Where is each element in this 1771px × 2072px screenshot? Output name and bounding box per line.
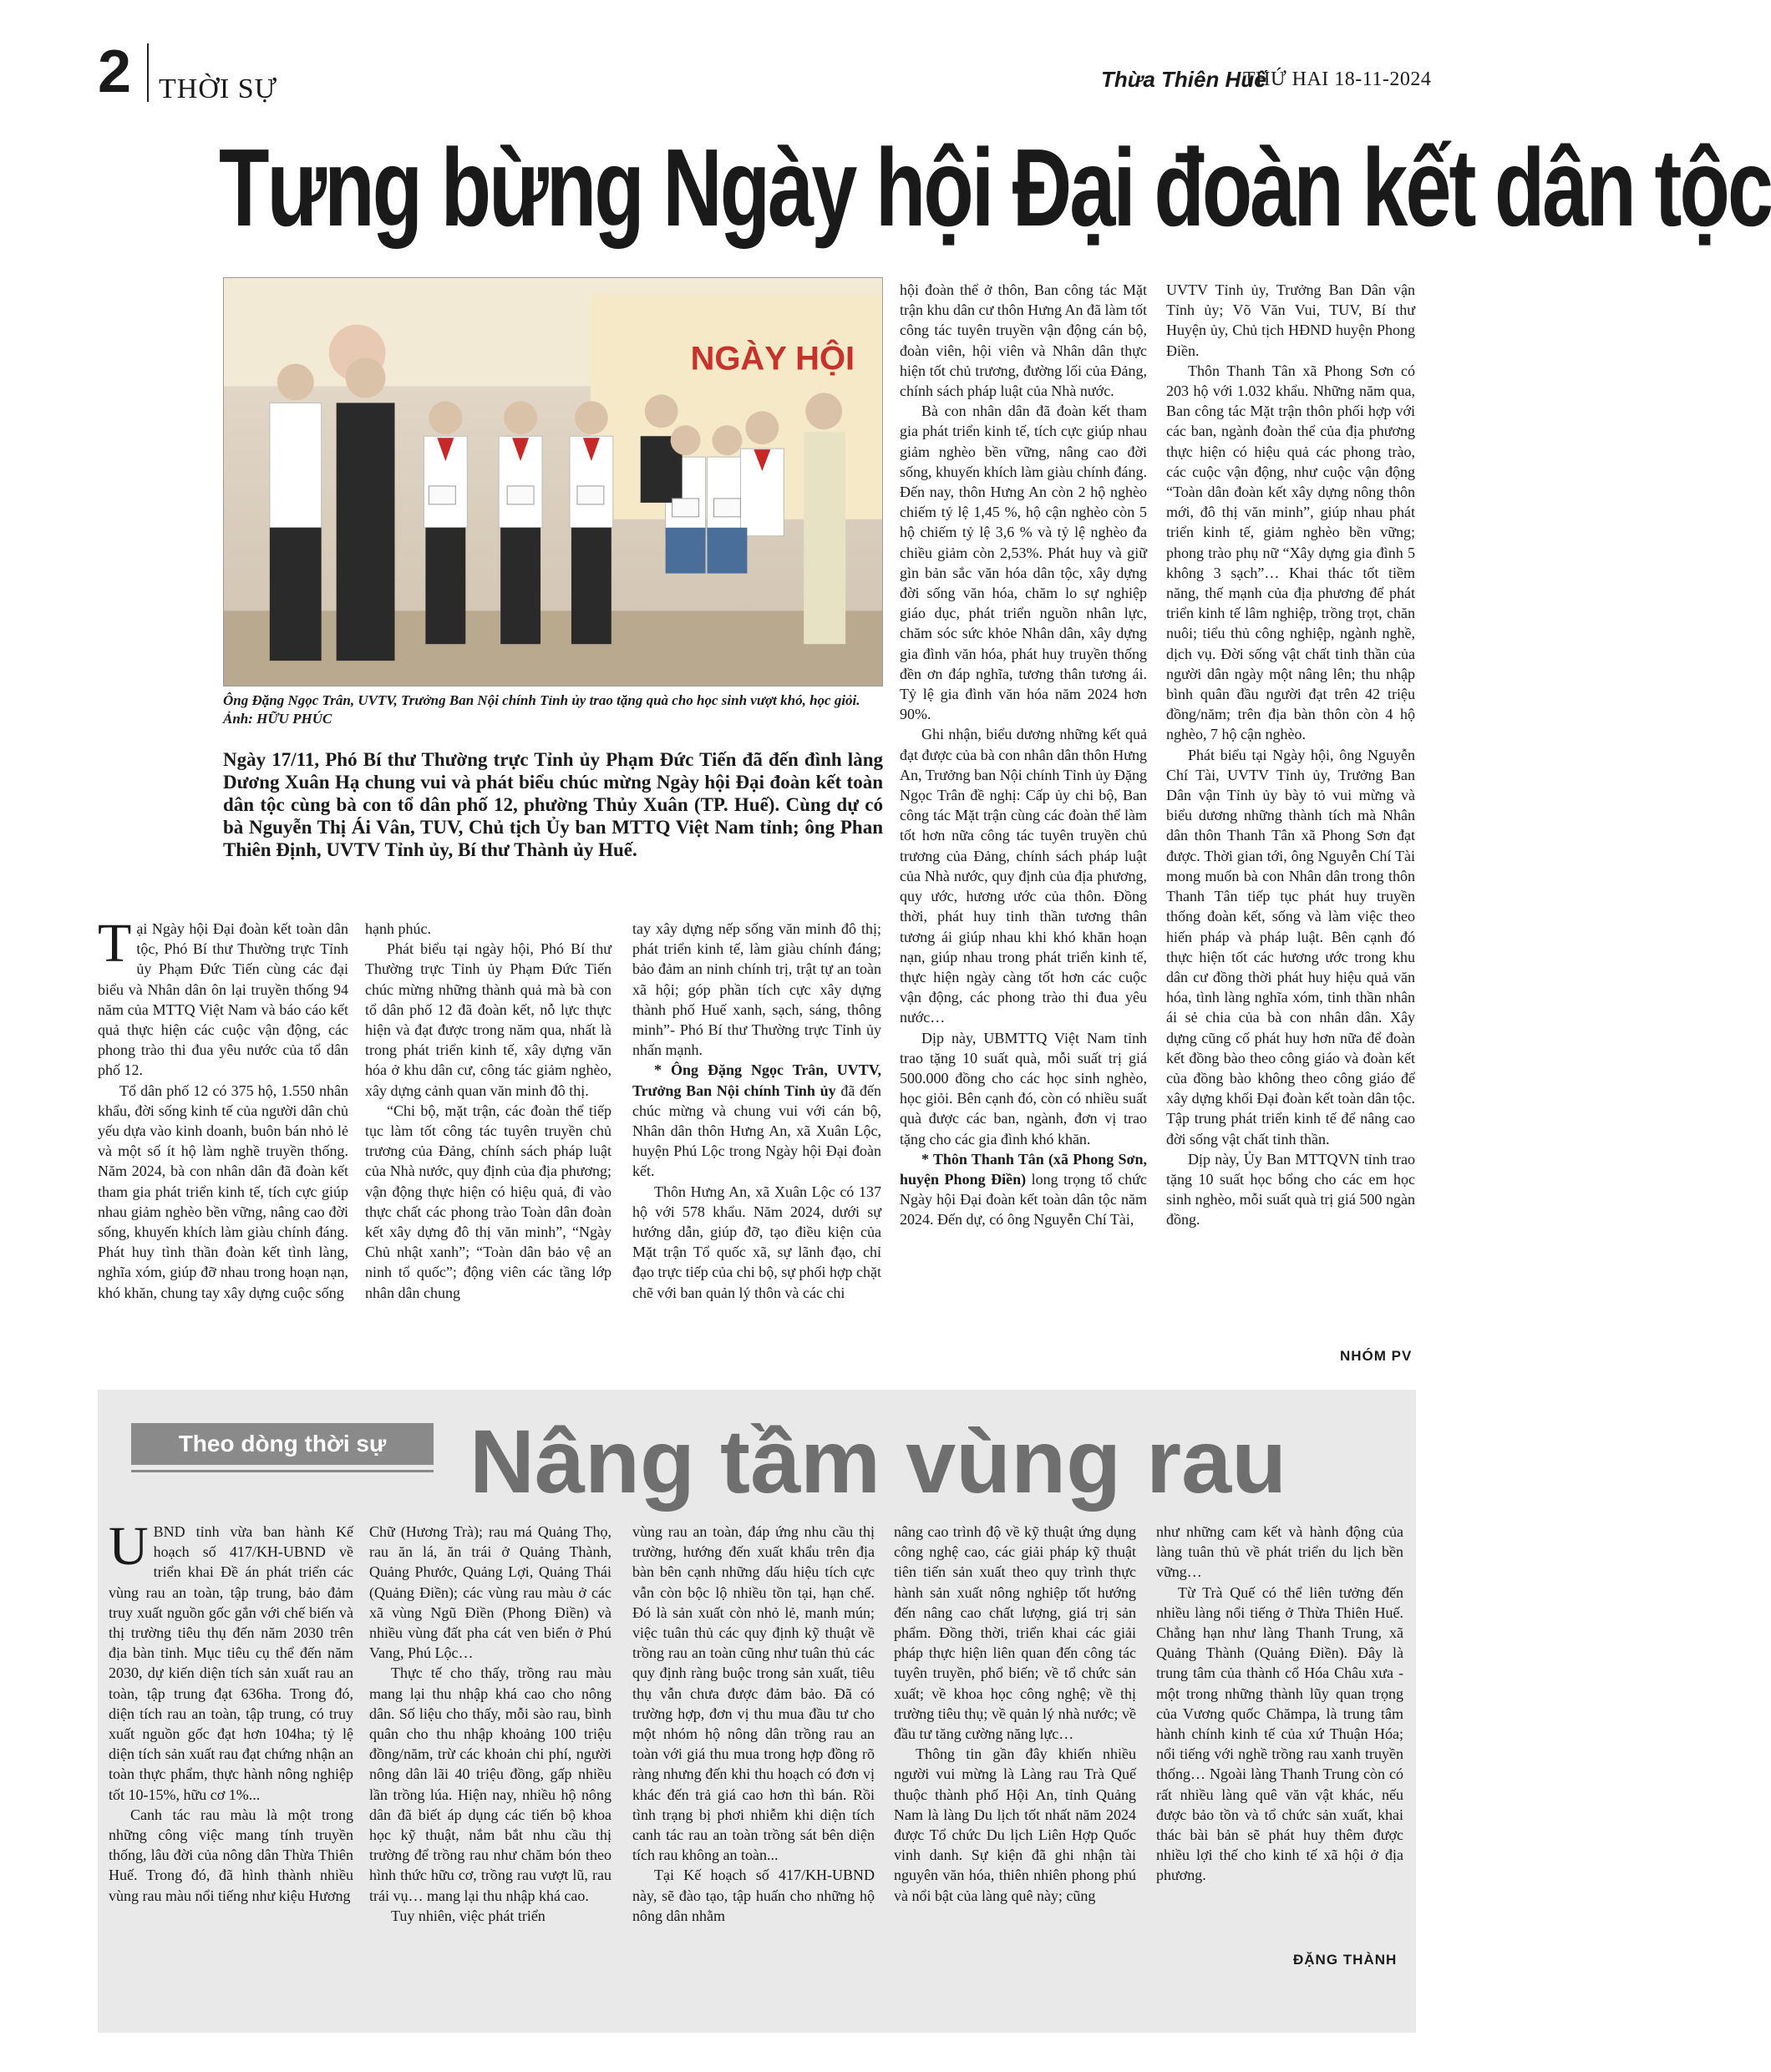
section-label: THỜI SỰ <box>159 73 277 104</box>
article1-column-4 <box>900 280 1147 1230</box>
paragraph: Thông tin gần đây khiến nhiều người vui mừng là Làng rau Trà Quế thuộc thành phố Hội An, tỉnh Quảng Nam là làng Du lịch tốt nhất năm 2024 được Tổ chức Du lịch Liên Hợp Quốc vinh danh. Sự kiện đã ghi nhận tài nguyên văn hóa, thiên nhiên phong phú và nổi bật của làng quê này; cũng <box>894 1745 1136 1904</box>
paragraph: tay xây dựng nếp sống văn minh đô thị; phát triển kinh tế, làm giàu chính đáng; bảo đảm an ninh chính trị, trật tự an toàn xã hội; góp phần tích cực xây dựng thành phố Huế xanh, sạch, sáng, thông minh”- Phó Bí thư Thường trực Tỉnh ủy nhấn mạnh. <box>632 920 881 1059</box>
paragraph: Phát biểu tại Ngày hội, ông Nguyễn Chí Tài, UVTV Tỉnh ủy, Trưởng Ban Dân vận Tỉnh ủy bày tỏ vui mừng và biểu dương những thành tích mà Nhân dân thôn Thanh Tân xã Phong Sơn đạt được. Thời gian tới, ông Nguyễn Chí Tài mong muốn bà con Nhân dân trong thôn Thanh Tân tiếp tục phát huy truyền thống đoàn kết, sống và làm việc theo hiến pháp và pháp luật. Bên cạnh đó thực hiện tốt các hương ước trong khu dân cư đồng thời phát huy hiệu quả văn hóa, tình làng nghĩa xóm, tinh thần nhân ái sẻ chia của bà con nhân dân. Xây dựng cũng cố phát huy hơn nữa để đoàn kết đồng bào theo công giáo và đoàn kết của đồng bào không theo công giáo để xây dựng khối Đại đoàn kết toàn dân tộc. Tập trung phát triển kinh tế để nâng cao đời sống vật chất tinh thần. <box>1166 746 1415 1147</box>
article1-column-3 <box>632 919 881 1303</box>
article-photo <box>223 277 883 686</box>
paragraph: UVTV Tỉnh ủy, Trưởng Ban Dân vận Tỉnh ủy; Võ Văn Vui, TUV, Bí thư Huyện ủy, Chủ tịch HĐND huyện Phong Điền. <box>1166 281 1415 359</box>
bold-lead-in: * Thôn Thanh Tân (xã Phong Sơn, huyện Phong Điền) <box>900 1150 1147 1188</box>
paragraph: Phát biểu tại ngày hội, Phó Bí thư Thường trực Tỉnh ủy Phạm Đức Tiến chúc mừng những thành quả mà bà con tổ dân phố 12 đã đoàn kết, nỗ lực thực hiện và đạt được trong năm qua, nhất là trong phát triển kinh tế, xây dựng văn hóa ở khu dân cư, công tác giảm nghèo, xây dựng cảnh quan văn minh đô thị. <box>365 940 611 1099</box>
paragraph: đã đến chúc mừng và chung vui với cán bộ, Nhân dân thôn Hưng An, xã Xuân Lộc, huyện Phú Lộc trong Ngày hội Đại đoàn kết. <box>632 1082 881 1180</box>
paragraph: Tại Kế hoạch số 417/KH-UBND này, sẽ đào tạo, tập huấn cho những hộ nông dân nhằm <box>632 1867 875 1924</box>
newspaper-name: Thừa Thiên Huế <box>1101 67 1266 92</box>
column-tag: Theo dòng thời sự <box>131 1423 434 1465</box>
paragraph: Ghi nhận, biểu dương những kết quả đạt được của bà con nhân dân thôn Hưng An, Trưởng ban Nội chính Tỉnh ủy Đặng Ngọc Trân đề nghị: Cấp ủy chi bộ, Ban công tác Mặt trận cùng các đoàn thể làm tốt hơn nữa công tác tuyên truyền chủ trương của Đảng, chính sách pháp luật của Nhà nước, quy định của địa phương, quy ước, hương ước của thôn. Đồng thời, phát huy tinh thần tương thân tương ái giúp nhau khi khó khăn hoạn nạn, giúp nhau trong phát triển kinh tế, thực hiện ngày càng tốt hơn các cuộc vận động, các phong trào thi đua yêu nước… <box>900 726 1147 1026</box>
paragraph: ại Ngày hội Đại đoàn kết toàn dân tộc, Phó Bí thư Thường trực Tỉnh ủy Phạm Đức Tiến cùng các đại biểu và Nhân dân ôn lại truyền thống 94 năm của MTTQ Việt Nam và báo cáo kết quả thực hiện các cuộc vận động, các phong trào thi đua yêu nước của tổ dân phố 12. <box>98 920 348 1079</box>
page-number: 2 <box>98 38 132 105</box>
paragraph: “Chi bộ, mặt trận, các đoàn thể tiếp tục làm tốt công tác tuyên truyền chủ trương của Đảng, chính sách pháp luật của Nhà nước, quy định của địa phương; vận động thực hiện có hiệu quả, đi vào thực chất các phong trào Toàn dân đoàn kết xây dựng đô thị văn minh”, “Ngày Chủ nhật xanh”; “Toàn dân bảo vệ an ninh tổ quốc”; động viên các tầng lớp nhân dân chung <box>365 1102 611 1301</box>
paragraph: Thôn Hưng An, xã Xuân Lộc có 137 hộ với 578 khẩu. Năm 2024, dưới sự hướng dẫn, giúp đỡ, tạo điều kiện của Mặt trận Tổ quốc xã, sự lãnh đạo, chỉ đạo trực tiếp của chi bộ, sự phối hợp chặt chẽ với ban quản lý thôn và các chi <box>632 1183 881 1301</box>
paragraph: Canh tác rau màu là một trong những công việc mang tính truyền thống, lâu đời của nông dân Thừa Thiên Huế. Trong đó, đã hình thành nhiều vùng rau màu nổi tiếng như kiệu Hương <box>109 1806 353 1904</box>
article2-column-1 <box>109 1516 353 1906</box>
photo-sign-text: NGÀY HỘI <box>690 340 855 377</box>
paragraph: Từ Trà Quế có thể liên tưởng đến nhiều làng nổi tiếng ở Thừa Thiên Huế. Chẳng hạn như làng Thanh Trung, xã Quảng Thành (Quảng Điền). Đây là trung tâm của thành cổ Hóa Châu xưa - một trong những thành lũy quan trọng của Vương quốc Chămpa, là trung tâm hành chính kinh tế của xứ Thuận Hóa; nổi tiếng với nghề trồng rau xanh truyền thống… Ngoài làng Thanh Trung còn có rất nhiều làng quê văn vật khác, nếu được bảo tồn và tổ chức sản xuất, khai thác bài bản sẽ phát huy thêm được nhiều lợi thế cho kinh tế xã hội ở địa phương. <box>1156 1583 1403 1884</box>
article2-column-2 <box>369 1522 611 1926</box>
paragraph: Chữ (Hương Trà); rau má Quảng Thọ, rau ăn lá, ăn trái ở Quảng Thành, Quảng Phước, Quảng Lợi, Quảng Thái (Quảng Điền); các vùng rau màu ở các xã vùng Ngũ Điền (Phong Điền) và nhiều vùng đất pha cát ven biển ở Phú Vang, Phú Lộc… <box>369 1523 611 1662</box>
drop-cap: U <box>109 1516 149 1577</box>
tag-underline <box>131 1470 434 1472</box>
article2-column-3 <box>632 1522 875 1926</box>
paragraph: vùng rau an toàn, đáp ứng nhu cầu thị trường, hướng đến xuất khẩu trên địa bàn bên cạnh những dấu hiệu tích cực vẫn còn bộc lộ nhiều tồn tại, hạn chế. Đó là sản xuất còn nhỏ lẻ, manh mún; việc tuân thủ các quy định kỹ thuật về trồng rau an toàn cũng như tuân thủ các quy định ràng buộc trong sản xuất, tiêu thụ vẫn chưa được đảm bảo. Đã có trường hợp, đơn vị thu mua đầu tư cho một nhóm hộ nông dân trồng rau an toàn với giá thu mua trong hợp đồng rõ ràng nhưng đến khi thu hoạch có đơn vị khác đến trả giá cao hơn thì bán. Rồi tình trạng bị phơi nhiễm khi diện tích canh tác rau an toàn trồng sát bên diện tích rau không an toàn... <box>632 1523 875 1864</box>
paragraph: như những cam kết và hành động của làng tuân thủ về phát triển du lịch bền vững… <box>1156 1523 1403 1581</box>
article1-signature: NHÓM PV <box>1340 1348 1413 1364</box>
article1-column-2 <box>365 919 611 1303</box>
drop-cap: T <box>98 913 132 974</box>
paragraph: hội đoàn thể ở thôn, Ban công tác Mặt trận khu dân cư thôn Hưng An đã làm tốt công tác tuyên truyền vận động cán bộ, đoàn viên, hội viên và Nhân dân thực hiện tốt chủ trương, đường lối của Đảng, chính sách pháp luật của Nhà nước. <box>900 281 1147 400</box>
article1-column-5 <box>1166 280 1415 1230</box>
photo-caption: Ông Đặng Ngọc Trân, UVTV, Trưởng Ban Nội chính Tỉnh ủy trao tặng quà cho học sinh vượt khó, học giỏi. Ảnh: HỮU PHÚC <box>223 692 860 727</box>
issue-date: THỨ HAI 18-11-2024 <box>1243 68 1432 90</box>
paragraph: Tuy nhiên, việc phát triển <box>391 1907 546 1924</box>
article1-column-1 <box>98 913 348 1303</box>
article2-signature: ĐẶNG THÀNH <box>1293 1952 1398 1968</box>
paragraph: Dịp này, UBMTTQ Việt Nam tỉnh trao tặng 10 suất quà, mỗi suất trị giá 500.000 đồng cho các học sinh nghèo, học giỏi. Bên cạnh đó, còn có nhiều suất quà được các ban, ngành, đơn vị trao tặng cho các gia đình khó khăn. <box>900 1029 1147 1147</box>
bold-lead-in: * Ông Đặng Ngọc Trân, UVTV, Trưởng Ban Nội chính Tỉnh ủy <box>632 1061 881 1099</box>
paragraph: hạnh phúc. <box>365 920 431 937</box>
photo-illustration <box>224 278 882 686</box>
article2-column-4 <box>894 1522 1136 1906</box>
article-headline: Tưng bừng Ngày hội Đại đoàn kết dân tộc <box>219 126 1771 249</box>
article-lead: Ngày 17/11, Phó Bí thư Thường trực Tỉnh ủy Phạm Đức Tiến đã đến đình làng Dương Xuân Hạ chung vui và phát biểu chúc mừng Ngày hội Đại đoàn kết toàn dân tộc cùng bà con tổ dân phố 12, phường Thủy Xuân (TP. Huế). Cùng dự có bà Nguyễn Thị Ái Vân, TUV, Chủ tịch Ủy ban MTTQ Việt Nam tỉnh; ông Phan Thiên Định, UVTV Tỉnh ủy, Bí thư Thành ủy Huế. <box>223 749 883 860</box>
article2-headline: Nâng tầm vùng rau <box>469 1411 1287 1512</box>
paragraph: Bà con nhân dân đã đoàn kết tham gia phát triển kinh tế, tích cực giúp nhau giảm nghèo bền vững, nâng cao đời sống, khuyến khích làm giàu chính đáng. Đến nay, thôn Hưng An còn 2 hộ nghèo chiếm tỷ lệ 1,45 %, hộ cận nghèo còn 5 hộ chiếm tỷ lệ 3,6 % và tỷ lệ nghèo đa chiều giảm còn 2,53%. Phát huy và giữ gìn bản sắc văn hóa dân tộc, xây dựng đời sống văn hóa, chăm lo sự nghiệp giáo dục, phát triển nguồn nhân lực, chăm sóc sức khỏe Nhân dân, xây dựng gia đình văn hóa, phát huy truyền thống đền ơn đáp nghĩa, tương thân tương ái. Tỷ lệ gia đình văn hóa năm 2024 hơn 90%. <box>900 403 1147 723</box>
paragraph: Thôn Thanh Tân xã Phong Sơn có 203 hộ với 1.032 khẩu. Những năm qua, Ban công tác Mặt trận thôn phối hợp với các ban, ngành đoàn thể của địa phương thực hiện có hiệu quả các phong trào, các cuộc vận động, như cuộc vận động “Toàn dân đoàn kết xây dựng nông thôn mới, đô thị văn minh”, giúp nhau phát triển kinh tế, giảm nghèo bền vững; phong trào phụ nữ “Xây dựng gia đình 5 không 3 sạch”… Khai thác tốt tiềm năng, thế mạnh của địa phương để phát triển kinh tế lâm nghiệp, trồng trọt, chăn nuôi; tiểu thủ công nghiệp, ngành nghề, dịch vụ. Đời sống vật chất tinh thần của người dân ngày một nâng lên; thu nhập bình quân đầu người đạt trên 42 triệu đồng/năm; trên địa bàn thôn còn 4 hộ nghèo, 7 hộ cận nghèo. <box>1166 362 1415 743</box>
paragraph: BND tỉnh vừa ban hành Kế hoạch số 417/KH-UBND về triển khai Đề án phát triển các vùng rau an toàn, tập trung, bảo đảm truy xuất nguồn gốc gắn với chế biến và thị trường tiêu thụ đến năm 2030 trên địa bàn tỉnh. Mục tiêu cụ thể đến năm 2030, dự kiến diện tích sản xuất rau an toàn, tập trung đạt 636ha. Trong đó, diện tích rau an toàn, tập trung, có truy xuất nguồn gốc đạt hơn 104ha; tỷ lệ diện tích sản xuất rau đạt chứng nhận an toàn thực phẩm, thực hành nông nghiệp tốt 10-15%, hữu cơ 1%... <box>109 1523 353 1803</box>
paragraph: Dịp này, Ủy Ban MTTQVN tỉnh trao tặng 10 suất học bổng cho các em học sinh nghèo, mỗi suất quà trị giá 500 ngàn đồng. <box>1166 1150 1415 1229</box>
paragraph: long trọng tổ chức Ngày hội Đại đoàn kết toàn dân tộc năm 2024. Đến dự, có ông Nguyễn Chí Tài, <box>900 1170 1147 1229</box>
paragraph: Tổ dân phố 12 có 375 hộ, 1.550 nhân khẩu, đời sống kinh tế của người dân chủ yếu dựa vào kinh doanh, buôn bán nhỏ lẻ và một số ít hộ làm nghề truyền thống. Năm 2024, bà con nhân dân đã đoàn kết tham gia phát triển kinh tế, tích cực giúp nhau giảm nghèo bền vững, nâng cao đời sống, khuyến khích làm giàu chính đáng. Phát huy tình thần đoàn kết tình làng, nghĩa xóm, giúp đỡ nhau trong hoạn nạn, khó khăn, chung tay xây dựng cuộc sống <box>98 1082 348 1301</box>
paragraph: Thực tế cho thấy, trồng rau màu mang lại thu nhập khá cao cho nông dân. Số liệu cho thấy, mỗi sào rau, bình quân cho thu nhập khoảng 100 triệu đồng/năm, trừ các khoản chi phí, người nông dân lãi 40 triệu đồng, gấp nhiều lần trồng lúa. Hiện nay, nhiều hộ nông dân đã biết áp dụng các tiến bộ khoa học kỹ thuật, nắm bắt nhu cầu thị trường để trồng rau như chăm bón theo hình thức hữu cơ, trồng rau vượt lũ, rau trái vụ… mang lại thu nhập khá cao. <box>369 1664 611 1904</box>
paragraph: nâng cao trình độ về kỹ thuật ứng dụng công nghệ cao, các giải pháp kỹ thuật tiên tiến sản xuất theo quy trình thực hành sản xuất nông nghiệp tốt hướng đến nâng cao chất lượng, giá trị sản phẩm. Đồng thời, triển khai các giải pháp thực hiện liên quan đến công tác tuyên truyền, phổ biến; về tổ chức sản xuất; về khoa học công nghệ; về thị trường tiêu thụ; về quản lý nhà nước; về đầu tư tăng cường năng lực… <box>894 1523 1136 1743</box>
article2-column-5 <box>1156 1522 1403 1886</box>
header-divider <box>147 43 149 102</box>
